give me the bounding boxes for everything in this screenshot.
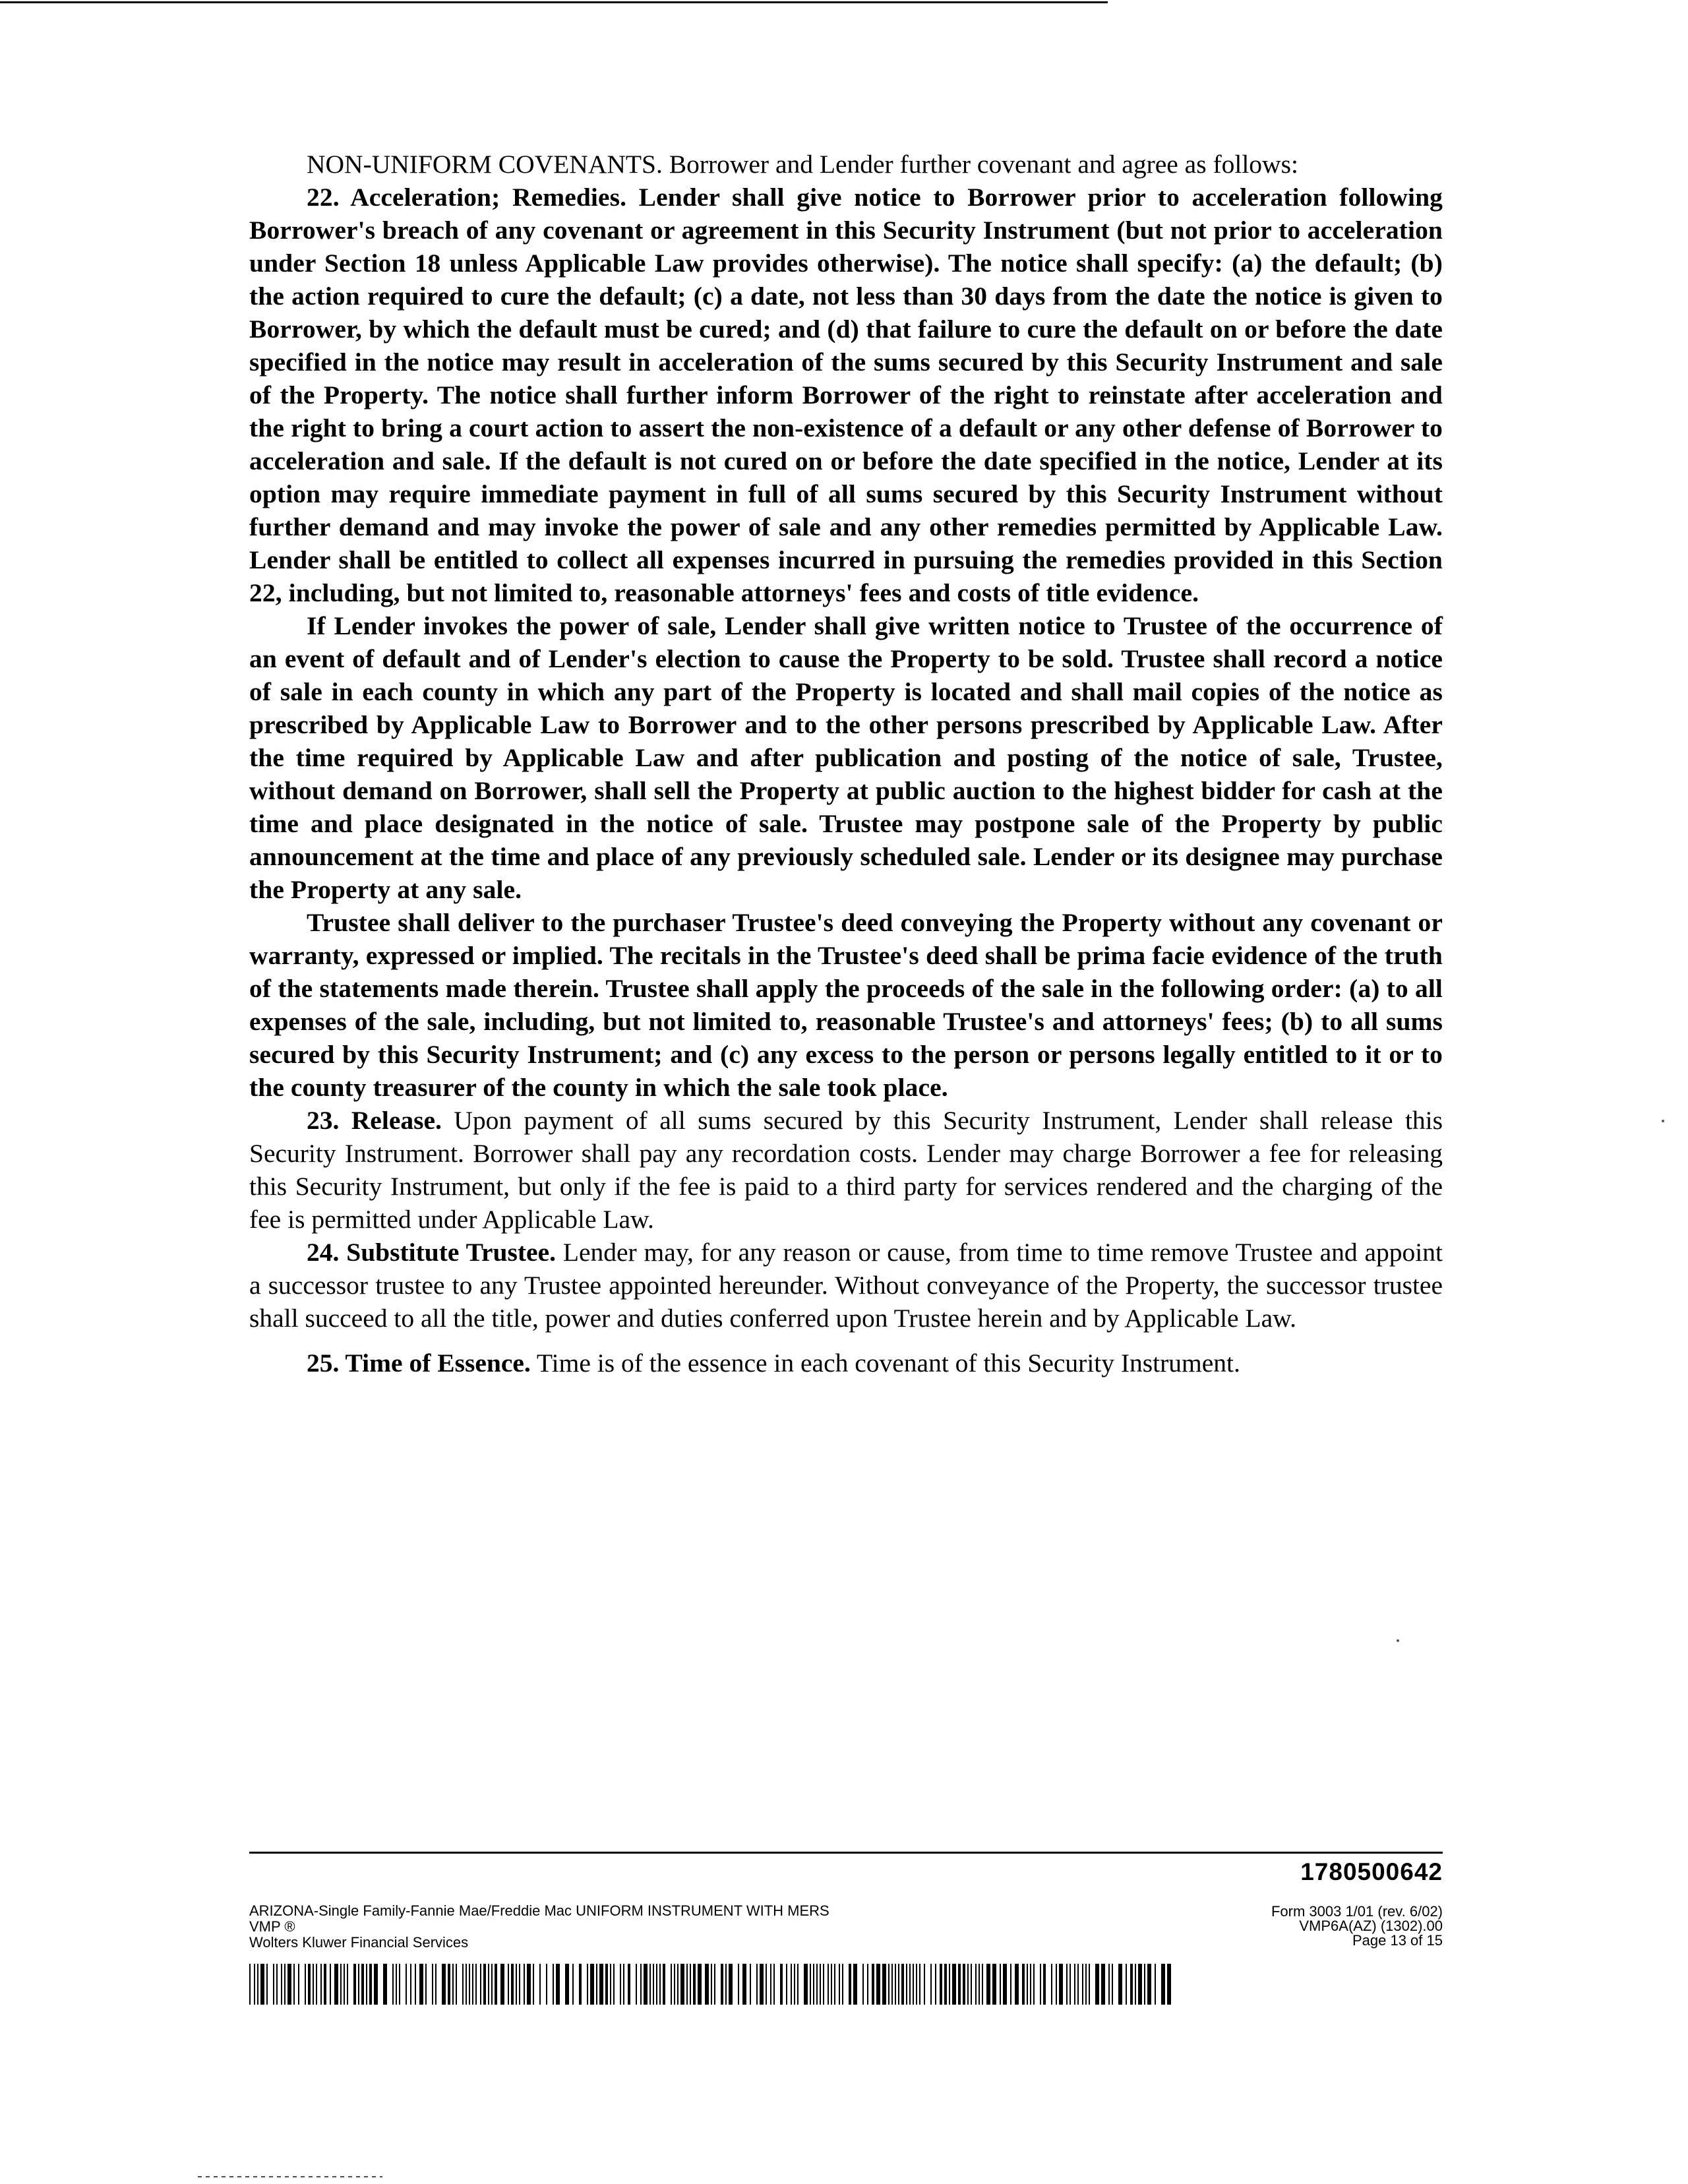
barcode-bar: [820, 1964, 821, 2005]
barcode-bar: [986, 1964, 990, 2005]
vmp-mark: VMP ®: [249, 1918, 295, 1935]
barcode-bar: [533, 1964, 534, 2005]
barcode-bar: [620, 1964, 621, 2005]
barcode-bar: [361, 1964, 364, 2005]
barcode-bar: [849, 1964, 851, 2005]
barcode-bar: [834, 1964, 835, 2005]
barcode-bar: [975, 1964, 977, 2005]
scan-speck: [1397, 1639, 1399, 1642]
barcode-bar: [1070, 1964, 1071, 2005]
barcode-bar: [770, 1964, 771, 2005]
barcode-bar: [1059, 1964, 1063, 2005]
paragraph-text: If Lender invokes the power of sale, Lender shall give written notice to Trustee of the occurrence of an event of default and of Lender's election to cause the Property to be sold. Trustee shall record a notice of sale in each county in which any part of the Property is located and shall mail copies of the notice as prescribed by Applicable Law to Borrower and to the other persons prescribed by Applicable Law. After the time required by Applicable Law and after publication and posting of the notice of sale, Trustee, without demand on Borrower, shall sell the Property at public auction to the highest bidder for cash at the time and place designated in the notice of sale. Trustee may postpone sale of the Property by public announcement at the time and place of any previously scheduled sale. Lender or its designee may purchase the Property at any sale.: [249, 611, 1443, 904]
footer-form-numbers: [1271, 1904, 1443, 1948]
barcode-bar: [539, 1964, 541, 2005]
barcode-bar: [456, 1964, 457, 2005]
top-scan-edge-rule: [0, 1, 1108, 3]
barcode-bar: [508, 1964, 509, 2005]
barcode-bar: [590, 1964, 594, 2005]
barcode-bar: [1000, 1964, 1001, 2005]
barcode-bar: [888, 1964, 889, 2005]
barcode-bar: [711, 1964, 712, 2005]
barcode-bar: [500, 1964, 504, 2005]
barcode-bar: [254, 1964, 255, 2005]
barcode-bar: [1040, 1964, 1041, 2005]
barcode-bar: [979, 1964, 980, 2005]
barcode-bar: [882, 1964, 886, 2005]
barcode-bar: [257, 1964, 258, 2005]
barcode-bar: [653, 1964, 654, 2005]
barcode-bar: [982, 1964, 983, 2005]
barcode-bar: [287, 1964, 291, 2005]
paragraph-lead: 24. Substitute Trustee.: [307, 1238, 556, 1267]
barcode-bar: [674, 1964, 675, 2005]
barcode-bar: [1118, 1964, 1122, 2005]
barcode-bar: [419, 1964, 423, 2005]
barcode-bar: [511, 1964, 514, 2005]
barcode-bar: [475, 1964, 477, 2005]
barcode-bar: [366, 1964, 367, 2005]
barcode-bar: [791, 1964, 792, 2005]
barcode-bar: [587, 1964, 588, 2005]
barcode-bar: [663, 1964, 665, 2005]
barcode-bar: [992, 1964, 996, 2005]
barcode-bar: [1095, 1964, 1099, 2005]
barcode-bar: [1101, 1964, 1105, 2005]
barcode-bar: [491, 1964, 493, 2005]
barcode-bar: [738, 1964, 739, 2005]
barcode-bar: [1033, 1964, 1035, 2005]
barcode-bar: [1161, 1964, 1165, 2005]
barcode-bar: [804, 1964, 808, 2005]
barcode-bar: [313, 1964, 314, 2005]
barcode-bar: [435, 1964, 437, 2005]
barcode-bar: [1003, 1964, 1007, 2005]
barcode-bar: [284, 1964, 286, 2005]
barcode-bar: [340, 1964, 342, 2005]
barcode-bar: [410, 1964, 411, 2005]
barcode-bar: [766, 1964, 767, 2005]
barcode-bar: [971, 1964, 972, 2005]
barcode-bar: [640, 1964, 642, 2005]
barcode-bar: [1138, 1964, 1142, 2005]
barcode-bar: [729, 1964, 733, 2005]
footer-rule: [249, 1852, 1443, 1854]
barcode-bar: [636, 1964, 637, 2005]
page-number: Page 13 of 15: [1352, 1932, 1443, 1949]
barcode-bar: [605, 1964, 608, 2005]
paragraph-lead: 25. Time of Essence.: [307, 1349, 531, 1378]
barcode-bar: [483, 1964, 486, 2005]
barcode-bar: [330, 1964, 331, 2005]
barcode-bar: [944, 1964, 947, 2005]
barcode-bar: [1066, 1964, 1068, 2005]
section-25-time-of-essence: [249, 1347, 1443, 1380]
barcode-bar: [967, 1964, 969, 2005]
barcode-bar: [572, 1964, 574, 2005]
barcode-bar: [823, 1964, 824, 2005]
barcode-bar: [810, 1964, 811, 2005]
barcode-bar: [628, 1964, 630, 2005]
barcode-bar: [596, 1964, 597, 2005]
barcode-bar: [901, 1964, 904, 2005]
barcode-bar: [613, 1964, 615, 2005]
barcode-bar: [958, 1964, 961, 2005]
barcode-bar: [853, 1964, 857, 2005]
barcode-bar: [466, 1964, 467, 2005]
barcode-bar: [442, 1964, 446, 2005]
barcode-bar: [556, 1964, 560, 2005]
barcode-bar: [773, 1964, 775, 2005]
barcode-bar: [693, 1964, 696, 2005]
barcode-bar: [1082, 1964, 1083, 2005]
barcode-bar: [281, 1964, 282, 2005]
barcode-bar: [760, 1964, 764, 2005]
barcode-bar: [527, 1964, 531, 2005]
barcode-bar: [324, 1964, 326, 2005]
barcode-bar: [1126, 1964, 1127, 2005]
barcode-bar: [1015, 1964, 1019, 2005]
barcode-bar: [276, 1964, 278, 2005]
barcode-bar: [298, 1964, 299, 2005]
section-22-acceleration-remedies: [249, 181, 1443, 609]
barcode-bar: [480, 1964, 481, 2005]
trustee-deed-paragraph: [249, 906, 1443, 1104]
barcode-bar: [644, 1964, 648, 2005]
barcode-bar: [831, 1964, 832, 2005]
barcode-bar: [347, 1964, 348, 2005]
paragraph-text: Trustee shall deliver to the purchaser Trustee's deed conveying the Property without any covenant or warranty, expressed or implied. The recitals in the Trustee's deed shall be prima facie evidence of the truth of the statements made therein. Trustee shall apply the proceeds of the sale in the following order: (a) to all expenses of the sale, including, but not limited to, reasonable Trustee's and attorneys' fees; (b) to all sums secured by this Security Instrument; and (c) any excess to the person or persons legally entitled to it or to the county treasurer of the county in which the sale took place.: [249, 908, 1443, 1102]
paragraph-lead: 23. Release.: [307, 1106, 442, 1135]
barcode-bar: [579, 1964, 582, 2005]
barcode-bar: [369, 1964, 372, 2005]
barcode-bar: [495, 1964, 497, 2005]
barcode-bar: [432, 1964, 433, 2005]
barcode-bar: [334, 1964, 338, 2005]
barcode-bar: [891, 1964, 893, 2005]
barcode-bar: [909, 1964, 911, 2005]
form-title: ARIZONA-Single Family-Fannie Mae/Freddie Mac UNIFORM INSTRUMENT WITH MERS: [249, 1902, 829, 1919]
barcode-bar: [924, 1964, 925, 2005]
barcode-bar: [462, 1964, 464, 2005]
barcode-bar: [677, 1964, 678, 2005]
barcode-bar: [714, 1964, 715, 2005]
barcode-bar: [649, 1964, 651, 2005]
barcode-bar: [1112, 1964, 1113, 2005]
barcode-bar: [935, 1964, 936, 2005]
document-body: [249, 148, 1443, 1380]
barcode-bar: [813, 1964, 814, 2005]
barcode-bar: [448, 1964, 450, 2005]
barcode-bar: [316, 1964, 317, 2005]
barcode-bar: [816, 1964, 818, 2005]
footer-form-info: [249, 1903, 829, 1951]
barcode-bar: [353, 1964, 356, 2005]
barcode-bar: [399, 1964, 400, 2005]
paragraph-text: NON-UNIFORM COVENANTS. Borrower and Lender further covenant and agree as follows:: [307, 150, 1298, 179]
barcode-bar: [610, 1964, 611, 2005]
barcode-bar: [1155, 1964, 1156, 2005]
barcode-bar: [249, 1964, 251, 2005]
barcode-bar: [1085, 1964, 1087, 2005]
barcode-bar: [839, 1964, 840, 2005]
barcode-bar: [452, 1964, 454, 2005]
barcode-bar: [842, 1964, 843, 2005]
document-barcode: [249, 1964, 1172, 2005]
barcode-bar: [1089, 1964, 1090, 2005]
barcode-bar: [690, 1964, 691, 2005]
barcode-bar: [565, 1964, 569, 2005]
paragraph-text: Upon payment of all sums secured by this Security Instrument, Lender shall release this Security Instrument. Borrower shall pay any recordation costs. Lender may charge Borrower a fee for releasing this Security Instrument, but only if the fee is paid to a third party for services rendered and the charging of the fee is permitted under Applicable Law.: [249, 1106, 1443, 1234]
barcode-bar: [671, 1964, 672, 2005]
power-of-sale-paragraph: [249, 609, 1443, 906]
publisher-name: Wolters Kluwer Financial Services: [249, 1934, 469, 1951]
barcode-bar: [930, 1964, 932, 2005]
barcode-bar: [940, 1964, 942, 2005]
barcode-bar: [721, 1964, 723, 2005]
barcode-bar: [698, 1964, 702, 2005]
barcode-bar: [546, 1964, 547, 2005]
barcode-bar: [392, 1964, 394, 2005]
barcode-bar: [308, 1964, 311, 2005]
barcode-bar: [1030, 1964, 1031, 2005]
paragraph-text: Time is of the essence in each covenant of this Security Instrument.: [530, 1349, 1240, 1378]
barcode-bar: [919, 1964, 920, 2005]
barcode-bar: [273, 1964, 274, 2005]
barcode-bar: [1167, 1964, 1171, 2005]
barcode-bar: [260, 1964, 264, 2005]
barcode-bar: [876, 1964, 880, 2005]
barcode-bar: [1056, 1964, 1057, 2005]
barcode-bar: [742, 1964, 746, 2005]
barcode-bar: [797, 1964, 799, 2005]
paragraph-text: Lender may, for any reason or cause, from time to time remove Trustee and appoint a successor trustee to any Trustee appointed hereunder. Without conveyance of the Property, the successor trustee shall succeed to all the title, power and duties conferred upon Trustee herein and by Applicable Law.: [249, 1238, 1443, 1333]
barcode-bar: [553, 1964, 554, 2005]
barcode-bar: [906, 1964, 907, 2005]
barcode-bar: [415, 1964, 416, 2005]
barcode-bar: [756, 1964, 758, 2005]
barcode-bar: [599, 1964, 603, 2005]
barcode-bar: [1108, 1964, 1110, 2005]
barcode-bar: [705, 1964, 709, 2005]
top-scan-edge-dashes: [1048, 1, 1108, 3]
barcode-bar: [396, 1964, 397, 2005]
barcode-bar: [913, 1964, 914, 2005]
paragraph-text: 22. Acceleration; Remedies. Lender shall give notice to Borrower prior to acceleration following Borrower's breach of any covenant or agreement in this Security Instrument (but not prior to acceleration under Section 18 unless Applicable Law provides otherwise). The notice shall specify: (a) the default; (b) the action required to cure the default; (c) a date, not less than 30 days from the date the notice is given to Borrower, by which the default must be cured; and (d) that failure to cure the default on or before the date specified in the notice may result in acceleration of the sums secured by this Security Instrument and sale of the Property. The notice shall further inform Borrower of the right to reinstate after acceleration and the right to bring a court action to assert the non-existence of a default or any other defense of Borrower to acceleration and sale. If the default is not cured on or before the date specified in the notice, Lender at its option may require immediate payment in full of all sums secured by this Security Instrument without further demand and may invoke the power of sale and any other remedies permitted by Applicable Law. Lender shall be entitled to collect all expenses incurred in pursuing the remedies provided in this Section 22, including, but not limited to, reasonable attorneys' fees and costs of title evidence.: [249, 183, 1443, 607]
barcode-bar: [786, 1964, 787, 2005]
barcode-bar: [686, 1964, 688, 2005]
barcode-bar: [898, 1964, 899, 2005]
barcode-bar: [659, 1964, 661, 2005]
section-23-release: [249, 1104, 1443, 1236]
barcode-bar: [320, 1964, 322, 2005]
non-uniform-covenants-heading: [249, 148, 1443, 181]
barcode-bar: [469, 1964, 470, 2005]
barcode-bar: [524, 1964, 525, 2005]
loan-number: 1780500642: [1300, 1858, 1443, 1885]
barcode-bar: [949, 1964, 950, 2005]
barcode-bar: [1010, 1964, 1011, 2005]
barcode-bar: [1144, 1964, 1145, 2005]
barcode-bar: [344, 1964, 345, 2005]
form-number: Form 3003 1/01 (rev. 6/02): [1271, 1903, 1443, 1920]
barcode-bar: [305, 1964, 306, 2005]
barcode-bar: [1077, 1964, 1079, 2005]
barcode-bar: [1051, 1964, 1052, 2005]
barcode-bar: [1147, 1964, 1151, 2005]
barcode-bar: [1022, 1964, 1025, 2005]
barcode-bar: [472, 1964, 473, 2005]
barcode-bar: [425, 1964, 427, 2005]
barcode-bar: [374, 1964, 378, 2005]
barcode-bar: [750, 1964, 751, 2005]
barcode-bar: [1043, 1964, 1046, 2005]
barcode-bar: [516, 1964, 517, 2005]
barcode-bar: [406, 1964, 407, 2005]
barcode-bar: [862, 1964, 864, 2005]
barcode-bar: [872, 1964, 874, 2005]
barcode-bar: [656, 1964, 657, 2005]
bottom-scan-edge-dashes: [198, 2176, 382, 2177]
barcode-bar: [383, 1964, 387, 2005]
barcode-bar: [519, 1964, 520, 2005]
barcode-bar: [293, 1964, 295, 2005]
barcode-bar: [916, 1964, 917, 2005]
barcode-bar: [623, 1964, 624, 2005]
barcode-bar: [1027, 1964, 1028, 2005]
barcode-bar: [1135, 1964, 1136, 2005]
section-24-substitute-trustee: [249, 1236, 1443, 1335]
barcode-bar: [266, 1964, 268, 2005]
barcode-bar: [952, 1964, 956, 2005]
scan-speck: [1662, 1120, 1664, 1122]
barcode-bar: [828, 1964, 829, 2005]
barcode-bar: [794, 1964, 795, 2005]
barcode-bar: [780, 1964, 783, 2005]
barcode-bar: [488, 1964, 489, 2005]
barcode-bar: [1130, 1964, 1133, 2005]
barcode-bar: [963, 1964, 965, 2005]
barcode-bar: [680, 1964, 684, 2005]
barcode-bar: [358, 1964, 359, 2005]
barcode-bar: [895, 1964, 896, 2005]
form-code: VMP6A(AZ) (1302).00: [1299, 1918, 1443, 1934]
barcode-bar: [1074, 1964, 1075, 2005]
barcode-bar: [725, 1964, 727, 2005]
barcode-bar: [867, 1964, 868, 2005]
